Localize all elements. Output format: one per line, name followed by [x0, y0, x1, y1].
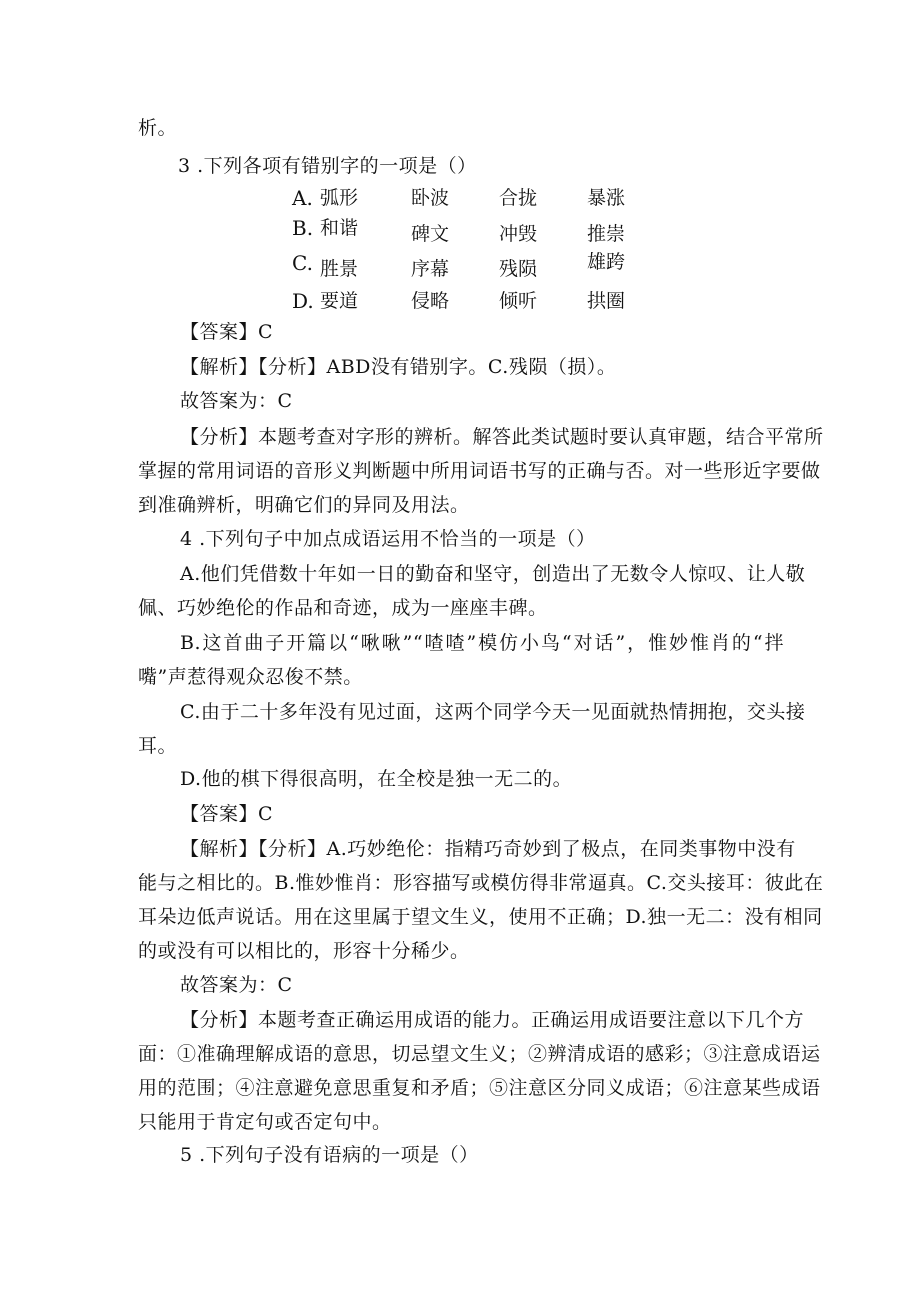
option-a-key: A. [292, 186, 313, 210]
analysis-paragraph: 耳朵边低声说话。用在这里属于望文生义，使用不正确；D.独一无二：没有相同 [138, 906, 823, 928]
option-d-word: 要道 [320, 290, 359, 312]
analysis-paragraph: 【解析】【分析】A.巧妙绝伦：指精巧奇妙到了极点，在同类事物中没有 [180, 838, 796, 860]
option-d-word: 倾听 [499, 290, 538, 312]
option-a-text: A.他们凭借数十年如一日的勤奋和坚守，创造出了无数令人惊叹、让人敬 [180, 563, 806, 585]
option-b-word: 冲毁 [499, 223, 538, 245]
option-c-word: 残陨 [499, 258, 538, 280]
final-answer: 故答案为：C [180, 974, 293, 996]
question-5: 5 .下列句子没有语病的一项是（） [180, 1144, 479, 1166]
option-b-text: 嘴”声惹得观众忍俊不禁。 [138, 666, 363, 688]
analysis-paragraph: 能与之相比的。B.惟妙惟肖：形容描写或模仿得非常逼真。C.交头接耳：彼此在 [138, 872, 824, 894]
question-4: 4 .下列句子中加点成语运用不恰当的一项是（） [180, 528, 596, 550]
analysis-paragraph: 只能用于肯定句或否定句中。 [138, 1111, 392, 1133]
option-a-word: 卧波 [411, 187, 450, 209]
option-c-key: C. [292, 251, 313, 275]
option-a-text: 佩、巧妙绝伦的作品和奇迹，成为一座座丰碑。 [138, 597, 548, 619]
option-b-word: 推崇 [587, 223, 626, 245]
option-a-word: 暴涨 [587, 187, 626, 209]
option-a-word: 弧形 [320, 187, 359, 209]
final-answer: 故答案为：C [180, 390, 293, 412]
option-d-key: D. [292, 289, 314, 313]
analysis-paragraph: 面：①准确理解成语的意思，切忌望文生义；②辨清成语的感彩；③注意成语运 [138, 1043, 821, 1065]
answer-label: 【答案】C [180, 803, 274, 825]
answer-label: 【答案】C [180, 321, 274, 343]
text-line: 析。 [138, 117, 178, 139]
option-b-key: B. [292, 216, 314, 240]
analysis-paragraph: 的或没有可以相比的，形容十分稀少。 [138, 940, 470, 962]
question-3: 3 .下列各项有错别字的一项是（） [178, 155, 477, 177]
option-b-text: B.这首曲子开篇以“啾啾”“喳喳”模仿小鸟“对话”，惟妙惟肖的“拌 [180, 632, 784, 654]
analysis-paragraph: 【分析】本题考查对字形的辨析。解答此类试题时要认真审题，结合平常所 [180, 426, 824, 448]
analysis-paragraph: 掌握的常用词语的音形义判断题中所用词语书写的正确与否。对一些形近字要做 [138, 460, 821, 482]
option-c-word: 胜景 [320, 258, 359, 280]
option-d-word: 侵略 [411, 290, 450, 312]
option-a-word: 合拢 [499, 187, 538, 209]
option-c-text: 耳。 [138, 735, 178, 757]
option-b-word: 碑文 [411, 223, 450, 245]
option-b-word: 和谐 [320, 217, 359, 239]
option-c-text: C.由于二十多年没有见过面，这两个同学今天一见面就热情拥抱，交头接 [180, 701, 806, 723]
option-c-word: 序幕 [411, 258, 450, 280]
analysis-paragraph: 到准确辨析，明确它们的异同及用法。 [138, 494, 470, 516]
option-c-word: 雄跨 [587, 251, 626, 273]
analysis-paragraph: 用的范围；④注意避免意思重复和矛盾；⑤注意区分同义成语；⑥注意某些成语 [138, 1077, 821, 1099]
option-d-text: D.他的棋下得很高明，在全校是独一无二的。 [180, 768, 573, 790]
analysis-paragraph: 【分析】本题考查正确运用成语的能力。正确运用成语要注意以下几个方 [180, 1009, 805, 1031]
option-d-word: 拱圈 [587, 290, 626, 312]
analysis-text: 【解析】【分析】ABD没有错别字。C.残陨（损）。 [180, 356, 617, 378]
